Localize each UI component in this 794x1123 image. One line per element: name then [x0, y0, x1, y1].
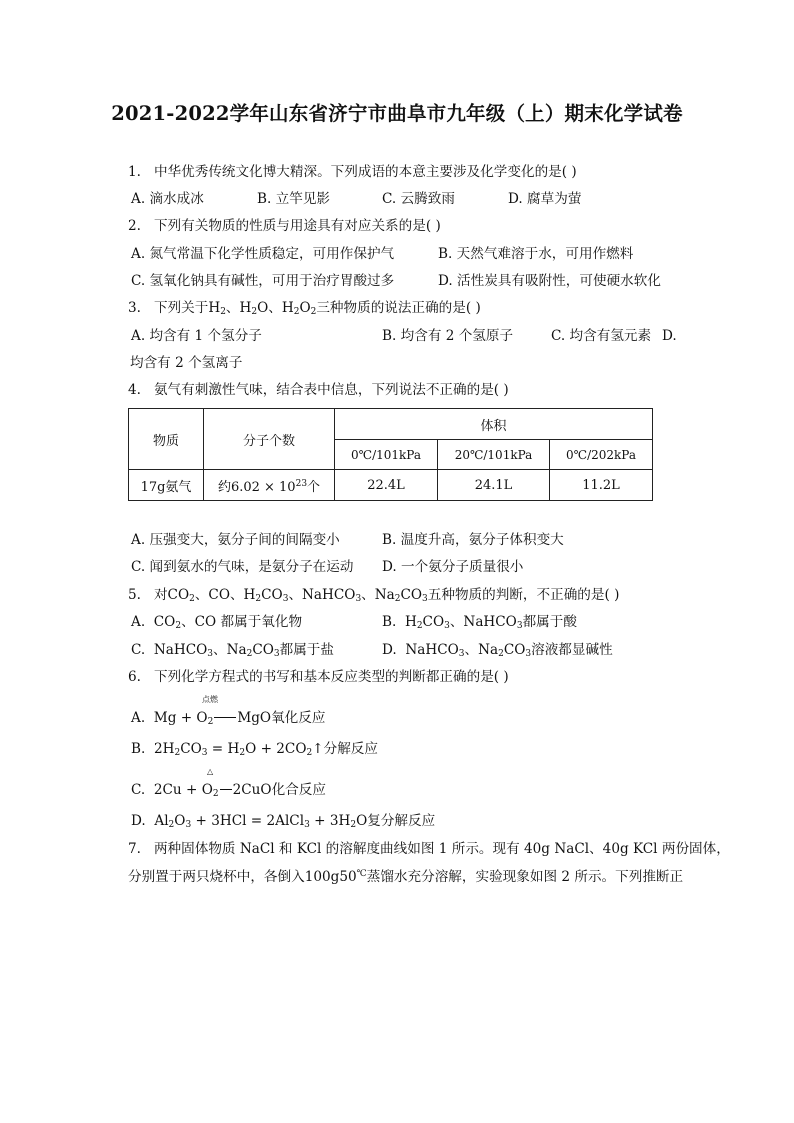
question-6-option-b[interactable]: B. $2H_2CO_3 = H_2O$ + $2CO_2↑$分解反应: [131, 741, 378, 758]
question-6-option-b-type: 分解反应: [323, 741, 378, 757]
table-header-condition-1: 0℃/101kPa: [335, 440, 438, 470]
question-4-option-c[interactable]: C. 闻到氨水的气味，是氨分子在运动: [131, 559, 354, 575]
question-4-number: 4.: [128, 382, 141, 398]
question-7-text-2a: 分别置于两只烧杯中，各倒入100g50: [128, 869, 357, 885]
question-5-option-d-text: 溶液都显碱性: [531, 642, 613, 658]
question-5-formulas: $CO_2$、CO、$H_2CO_3$、NaHCO$_3$、$Na_2CO_3$: [167, 587, 428, 604]
table-header-count: 分子个数: [204, 409, 335, 470]
question-1-text: 中华优秀传统文化博大精深。下列成语的本意主要涉及化学变化的是( ): [153, 164, 577, 180]
question-6-option-d[interactable]: D. $Al_2O_3 + 3HCl$ = 2AlCl$_3$ + $3H_2O$复分解反应: [131, 813, 436, 830]
question-5-option-a-text: 都属于氧化物: [220, 614, 303, 630]
question-2-option-a[interactable]: A. 氮气常温下化学性质稳定，可用作保护气: [131, 246, 395, 262]
question-5-text-post: 五种物质的判断，不正确的是( ): [427, 587, 620, 603]
question-2-option-c[interactable]: C. 氢氧化钠具有碱性，可用于治疗胃酸过多: [131, 273, 395, 289]
question-5-option-b[interactable]: B. $H_2CO_3$、NaHCO$_3$都属于酸: [382, 614, 577, 631]
question-6-option-c-type: 化合反应: [271, 782, 326, 798]
question-6-number: 6.: [128, 669, 141, 685]
question-7-text-2b: 蒸馏水充分溶解，实验现象如图 2 所示。下列推断正: [366, 869, 684, 885]
question-3-number: 3.: [128, 300, 141, 316]
question-4-option-d[interactable]: D. 一个氨分子质量很小: [382, 559, 524, 575]
question-4-option-a[interactable]: A. 压强变大，氨分子间的间隔变小: [131, 532, 340, 548]
table-cell-substance: 17g氨气: [129, 470, 204, 501]
question-1-option-a[interactable]: A. 滴水成冰: [131, 191, 204, 207]
question-2-text: 下列有关物质的性质与用途具有对应关系的是( ): [153, 218, 441, 234]
question-3-formulas: $H_2$、$H_2O$、$H_2O_2$: [208, 300, 317, 317]
question-6-option-a-condition: 点燃: [202, 695, 218, 704]
question-3-option-c[interactable]: C. 均含有氢元素: [551, 328, 652, 344]
question-5-option-b-text: 都属于酸: [522, 614, 577, 630]
question-3-text-pre: 下列关于: [153, 300, 209, 316]
question-3-option-b[interactable]: B. 均含有 2 个氢原子: [382, 328, 514, 344]
count-exponent: 23: [295, 478, 308, 489]
question-5-option-a[interactable]: A. $CO_2$、CO 都属于氧化物: [131, 614, 303, 631]
question-6-option-c[interactable]: C. $2Cu + O_2$ 2CuO化合反应: [131, 782, 326, 799]
question-2-option-d[interactable]: D. 活性炭具有吸附性，可使硬水软化: [438, 273, 661, 289]
count-base: 约6.02 × 10: [217, 479, 296, 495]
question-1-number: 1.: [128, 164, 141, 180]
question-3-option-d-label[interactable]: D.: [662, 328, 677, 344]
question-5-text-pre: 对: [153, 587, 168, 603]
question-1-option-c[interactable]: C. 云腾致雨: [382, 191, 455, 207]
question-6-option-c-condition: △: [207, 767, 214, 776]
question-6-text: 下列化学方程式的书写和基本反应类型的判断都正确的是( ): [153, 669, 509, 685]
table-cell-count: [204, 470, 335, 501]
table-cell-volume-2: 24.1L: [438, 470, 550, 501]
question-5-number: 5.: [128, 587, 141, 603]
question-7-number: 7.: [128, 841, 141, 857]
question-2-option-b[interactable]: B. 天然气难溶于水，可用作燃料: [438, 246, 634, 262]
question-6-option-a[interactable]: A. $Mg + O_2$ MgO氧化反应: [131, 710, 326, 727]
ammonia-data-table: [128, 408, 653, 501]
table-header-condition-2: 20℃/101kPa: [438, 440, 550, 470]
table-header-substance: 物质: [129, 409, 204, 470]
question-5-option-c-text: 都属于盐: [279, 642, 334, 658]
count-unit: 个: [307, 479, 321, 495]
question-1-option-d[interactable]: D. 腐草为萤: [508, 191, 582, 207]
question-3-stem: [128, 302, 481, 316]
question-4-stem: [128, 384, 509, 398]
question-3-option-d-text[interactable]: 均含有 2 个氢离子: [130, 355, 243, 371]
table-header-volume: 体积: [335, 409, 653, 440]
question-2-stem: [128, 220, 441, 234]
page-title: 2021-2022学年山东省济宁市曲阜市九年级（上）期末化学试卷: [111, 102, 683, 125]
question-5-option-d[interactable]: D. NaHCO$_3$、$Na_2CO_3$溶液都显碱性: [382, 642, 613, 659]
question-7-stem-line-2: [128, 871, 683, 885]
table-cell-volume-1: 22.4L: [335, 470, 438, 501]
question-1-stem: [128, 166, 577, 180]
question-7-stem-line-1: [128, 843, 730, 857]
question-1-option-b[interactable]: B. 立竿见影: [257, 191, 331, 207]
question-2-number: 2.: [128, 218, 141, 234]
table-cell-volume-3: 11.2L: [550, 470, 653, 501]
question-6-option-d-type: 复分解反应: [367, 813, 436, 829]
question-4-option-b[interactable]: B. 温度升高，氨分子体积变大: [382, 532, 564, 548]
table-header-condition-3: 0℃/202kPa: [550, 440, 653, 470]
question-3-text-post: 三种物质的说法正确的是( ): [316, 300, 481, 316]
degree-celsius-sign: ℃: [356, 869, 367, 879]
question-6-stem: [128, 671, 509, 685]
question-6-option-a-type: 氧化反应: [271, 710, 326, 726]
question-5-stem: [128, 589, 619, 603]
question-4-text: 氨气有刺激性气味，结合表中信息，下列说法不正确的是( ): [153, 382, 509, 398]
question-5-option-c[interactable]: C. NaHCO$_3$、$Na_2CO_3$都属于盐: [131, 642, 334, 659]
question-3-option-a[interactable]: A. 均含有 1 个氢分子: [131, 328, 262, 344]
question-7-text-1: 两种固体物质 NaCl 和 KCl 的溶解度曲线如图 1 所示。现有 40g NaCl、40g KCl 两份固体，: [153, 841, 730, 857]
